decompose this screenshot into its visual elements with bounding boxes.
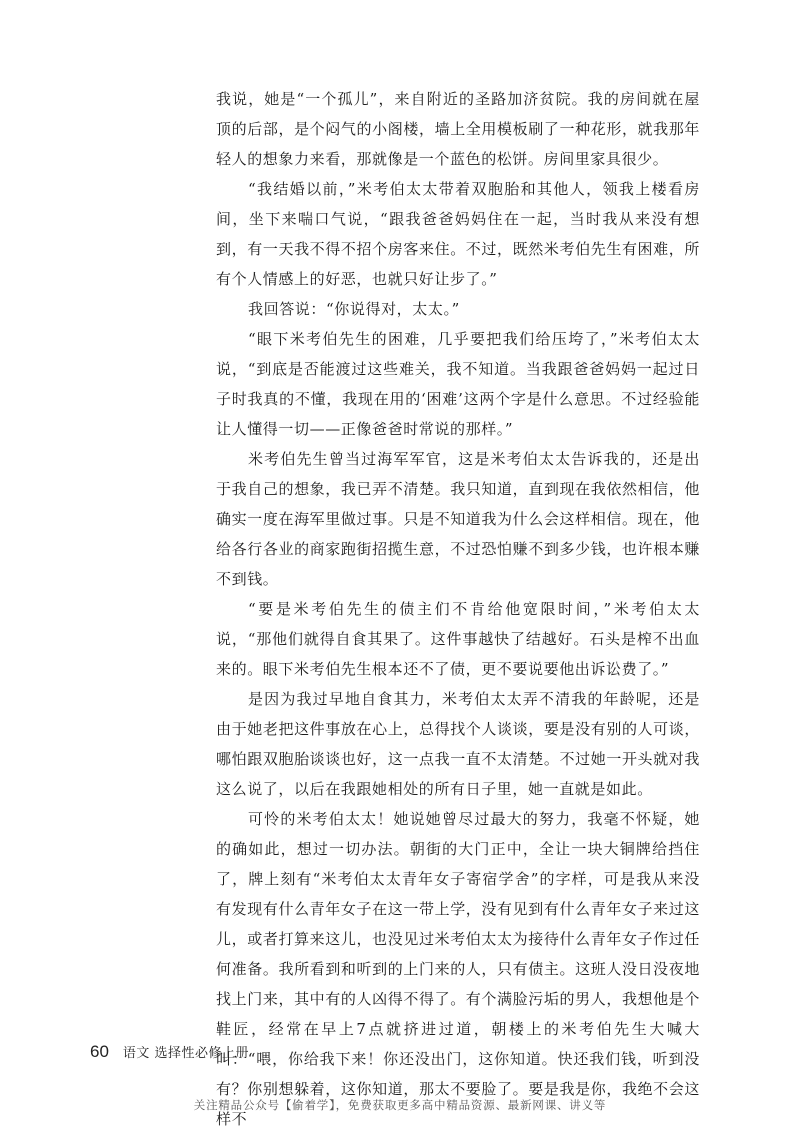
page-footer: [90, 1042, 249, 1062]
watermark-notice: 关注精品公众号【偷着学】，免费获取更多高中精品资源、最新网课、讲义等: [193, 1098, 607, 1112]
paragraph-1: 我说，她是“一个孤儿”，来自附近的圣路加济贫院。我的房间就在屋顶的后部，是个闷气的小阁楼，墙上全用模板刷了一种花形，就我那年轻人的想象力来看，那就像是一个蓝色的松饼。房间里家具很少。: [216, 90, 700, 168]
paragraph-2: “我结婚以前，”米考伯太太带着双胞胎和其他人，领我上楼看房间，坐下来喘口气说，“跟我爸爸妈妈住在一起，当时我从来没有想到，有一天我不得不招个房客来住。不过，既然米考伯先生有困难，所有个人情感上的好恶，也就只好让步了。”: [216, 180, 700, 288]
paragraph-6: “要是米考伯先生的债主们不肯给他宽限时间，”米考伯太太说，“那他们就得自食其果了。这件事越快了结越好。石头是榨不出血来的。眼下米考伯先生根本还不了债，更不要说要他出诉讼费了。”: [216, 600, 700, 678]
paragraph-8: 可怜的米考伯太太！她说她曾尽过最大的努力，我毫不怀疑，她的确如此，想过一切办法。朝街的大门正中，全让一块大铜牌给挡住了，牌上刻有“米考伯太太青年女子寄宿学舍”的字样，可是我从来没有发现有什么青年女子在这一带上学，没有见到有什么青年女子来过这儿，或者打算来这儿，也没见过米考伯太太为接待什么青年女子作过任何准备。我所看到和听到的上门来的人，只有债主。这班人没日没夜地找上门来，其中有的人凶得不得了。有个满脸污垢的男人，我想他是个鞋匠，经常在早上7点就挤进过道，朝楼上的米考伯先生大喊大叫：“喂，你给我下来！你还没出门，这你知道。快还我们钱，听到没有？你别想躲着，这你知道，那太不要脸了。要是我是你，我绝不会这样不: [216, 810, 700, 1128]
page-number: 60: [90, 1042, 109, 1061]
paragraph-7: 是因为我过早地自食其力，米考伯太太弄不清我的年龄呢，还是由于她老把这件事放在心上，总得找个人谈谈，要是没有别的人可谈，哪怕跟双胞胎谈谈也好，这一点我一直不太清楚。不过她一开头就对我这么说了，以后在我跟她相处的所有日子里，她一直就是如此。: [216, 690, 700, 798]
page-body: [216, 84, 700, 1134]
book-title: 语文 选择性必修上册: [122, 1046, 250, 1061]
paragraph-3: 我回答说：“你说得对，太太。”: [248, 300, 460, 318]
paragraph-5: 米考伯先生曾当过海军军官，这是米考伯太太告诉我的，还是出于我自己的想象，我已弄不清楚。我只知道，直到现在我依然相信，他确实一度在海军里做过事。只是不知道我为什么会这样相信。现在，他给各行各业的商家跑街招揽生意，不过恐怕赚不到多少钱，也许根本赚不到钱。: [216, 450, 700, 588]
paragraph-4: “眼下米考伯先生的困难，几乎要把我们给压垮了，”米考伯太太说，“到底是否能渡过这些难关，我不知道。当我跟爸爸妈妈一起过日子时我真的不懂，我现在用的‘困难’这两个字是什么意思。不过经验能让人懂得一切——正像爸爸时常说的那样。”: [216, 330, 700, 438]
